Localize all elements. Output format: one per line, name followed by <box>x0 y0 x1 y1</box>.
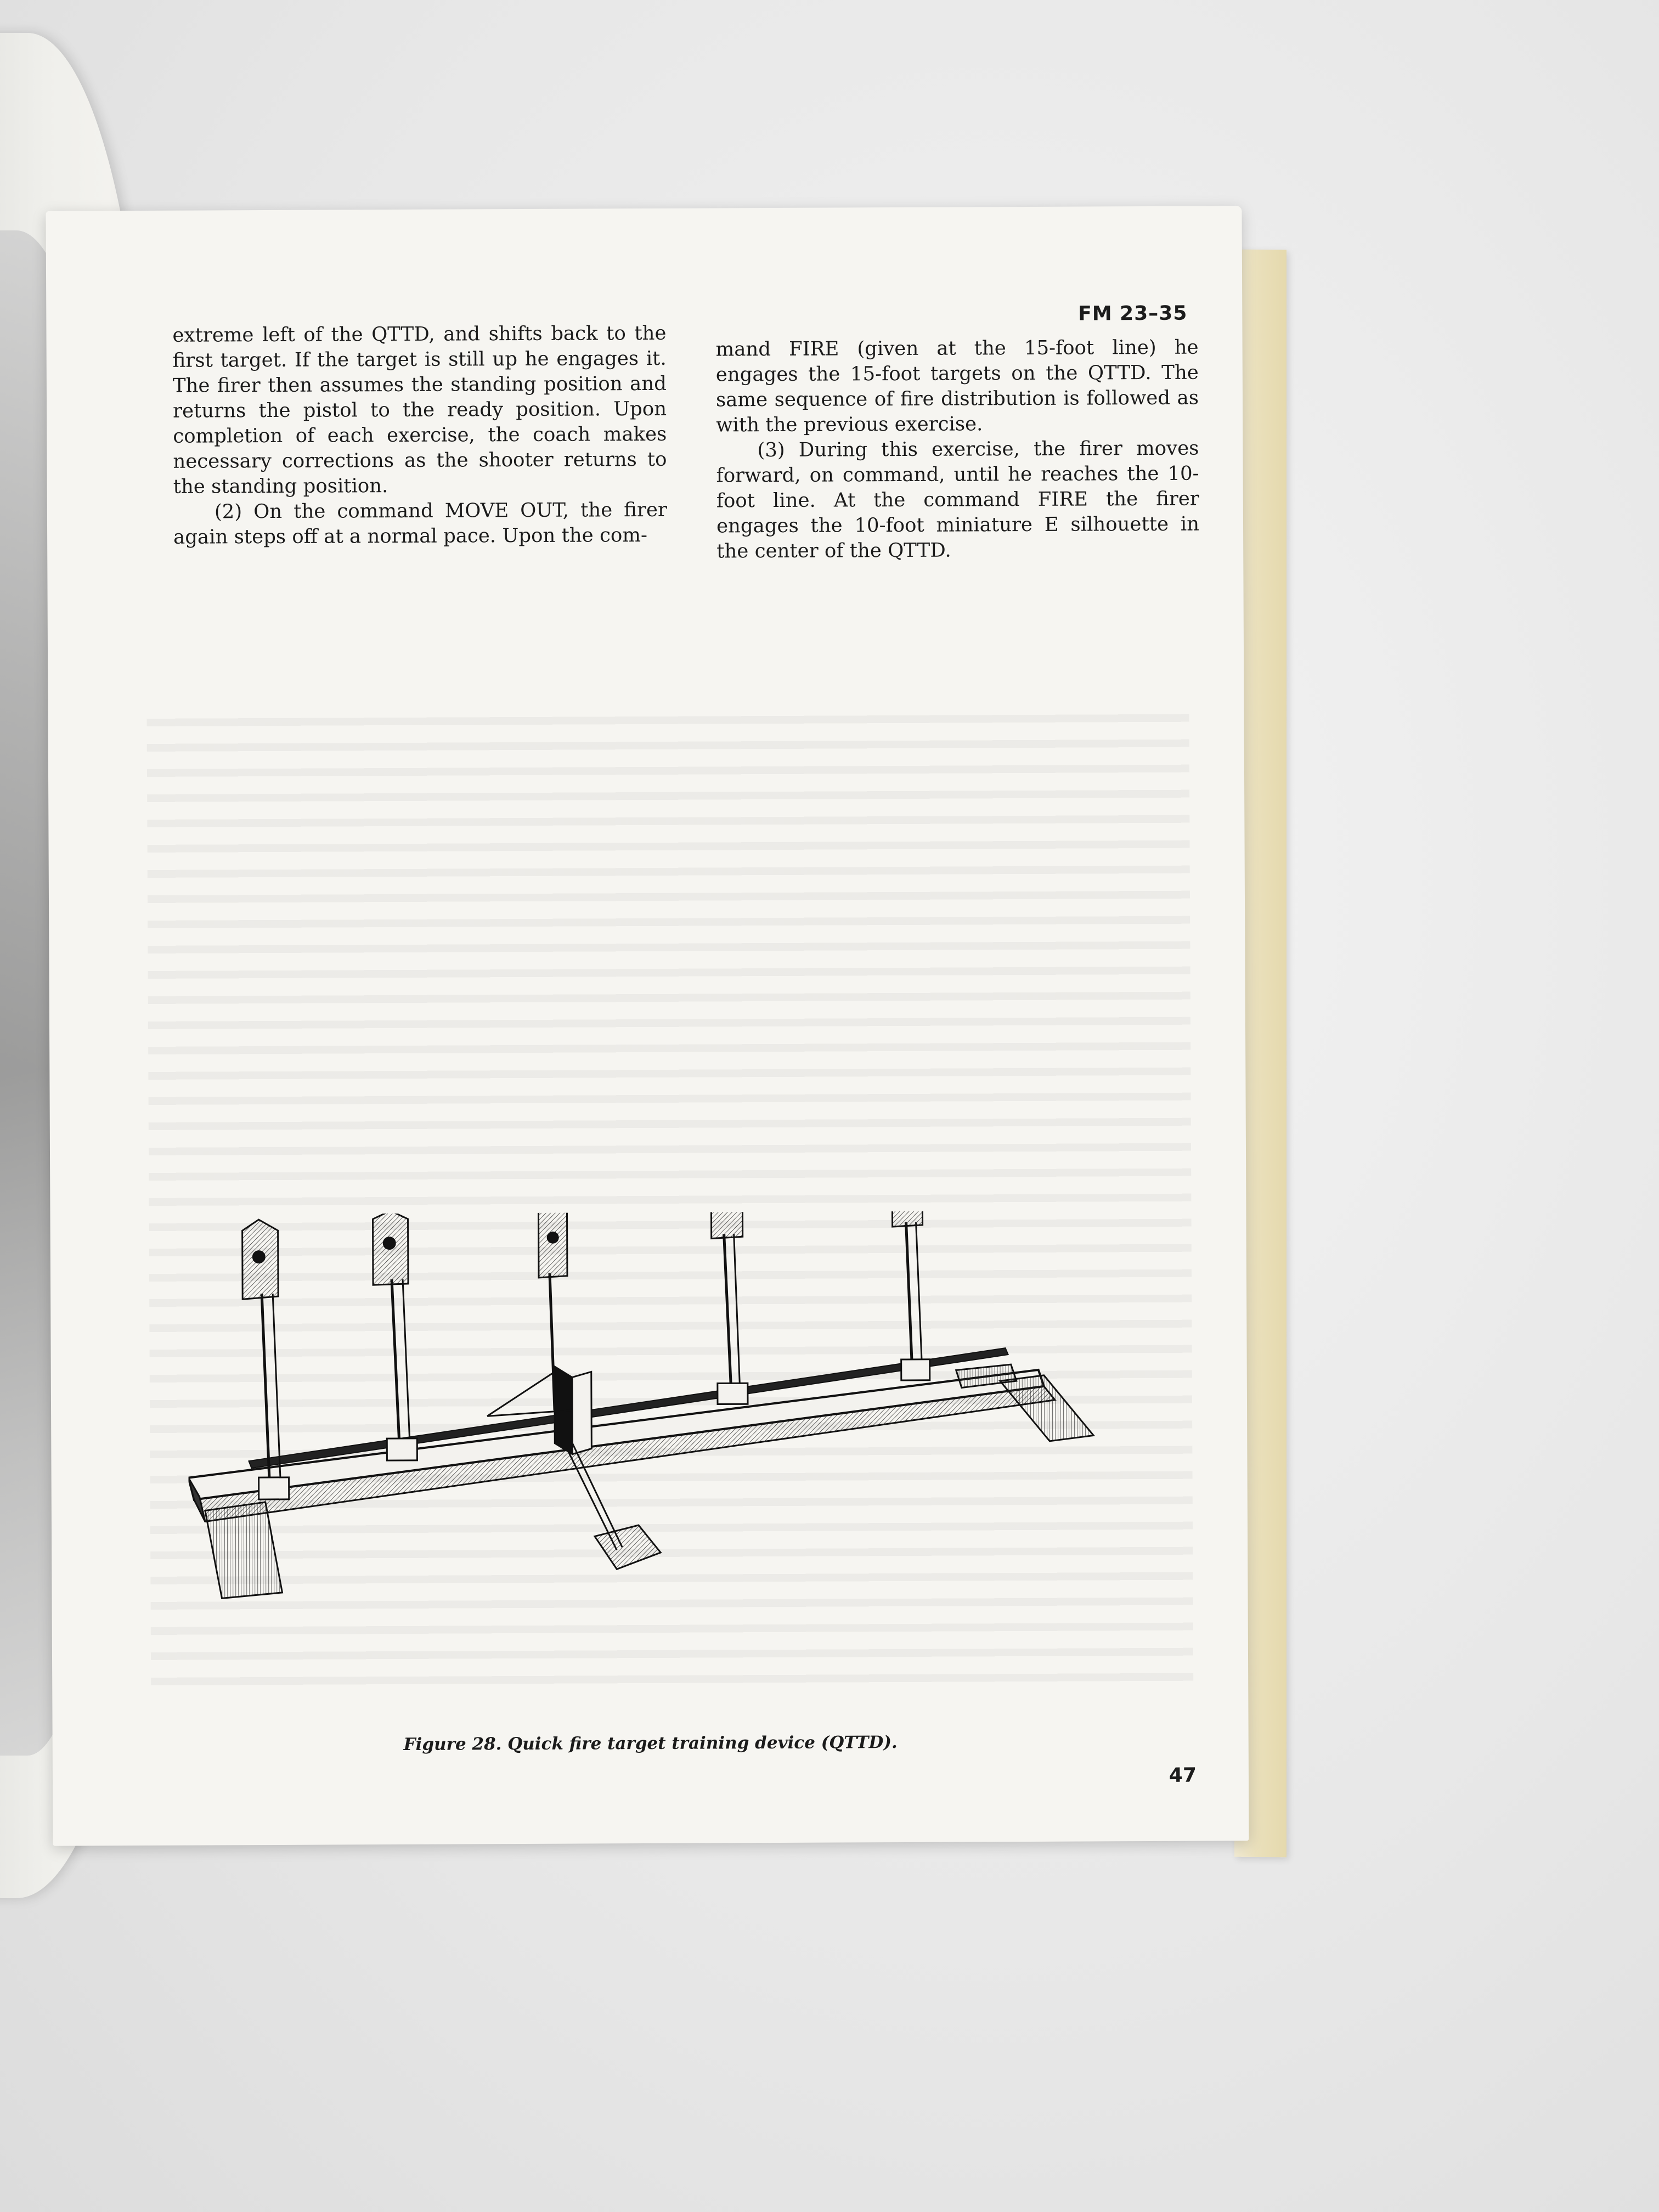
figure-caption: Figure 28. Quick fire target training device (QTTD). <box>403 1733 898 1754</box>
page-header: FM 23–35 <box>1078 302 1188 325</box>
target-5 <box>892 1210 930 1380</box>
target-4 <box>711 1210 748 1404</box>
paragraph: mand FIRE (given at the 15-foot line) he engages the 15-foot targets on the QTTD. The same sequence of fire distribution is followed as with the previous exercise. <box>715 336 1199 437</box>
paragraph: extreme left of the QTTD, and shifts back to the first target. If the target is still up he engages it. The firer then assumes the standing position and returns the pistol to the ready position. Upon completion of each exercise, the coach makes necessary corrections as the shooter returns to the standing position. <box>172 321 667 498</box>
pull-block <box>595 1525 661 1570</box>
target-3 <box>486 1210 661 1570</box>
left-column <box>172 321 667 550</box>
paragraph: (2) On the command MOVE OUT, the firer again steps off at a normal pace. Upon the com- <box>173 498 667 549</box>
right-column <box>716 335 1200 565</box>
target-2 <box>373 1211 417 1460</box>
base-board <box>188 1370 1045 1500</box>
book-page <box>46 206 1249 1846</box>
paragraph: (3) During this exercise, the firer moves forward, on command, until he reaches the 10-foot line. At the command FIRE the firer engages the 10-foot miniature E silhouette in the center of the QTTD. <box>716 437 1200 563</box>
right-foot <box>1000 1375 1094 1441</box>
left-foot <box>205 1502 283 1599</box>
qttd-illustration <box>187 1210 1188 1708</box>
page-number: 47 <box>1169 1764 1197 1787</box>
